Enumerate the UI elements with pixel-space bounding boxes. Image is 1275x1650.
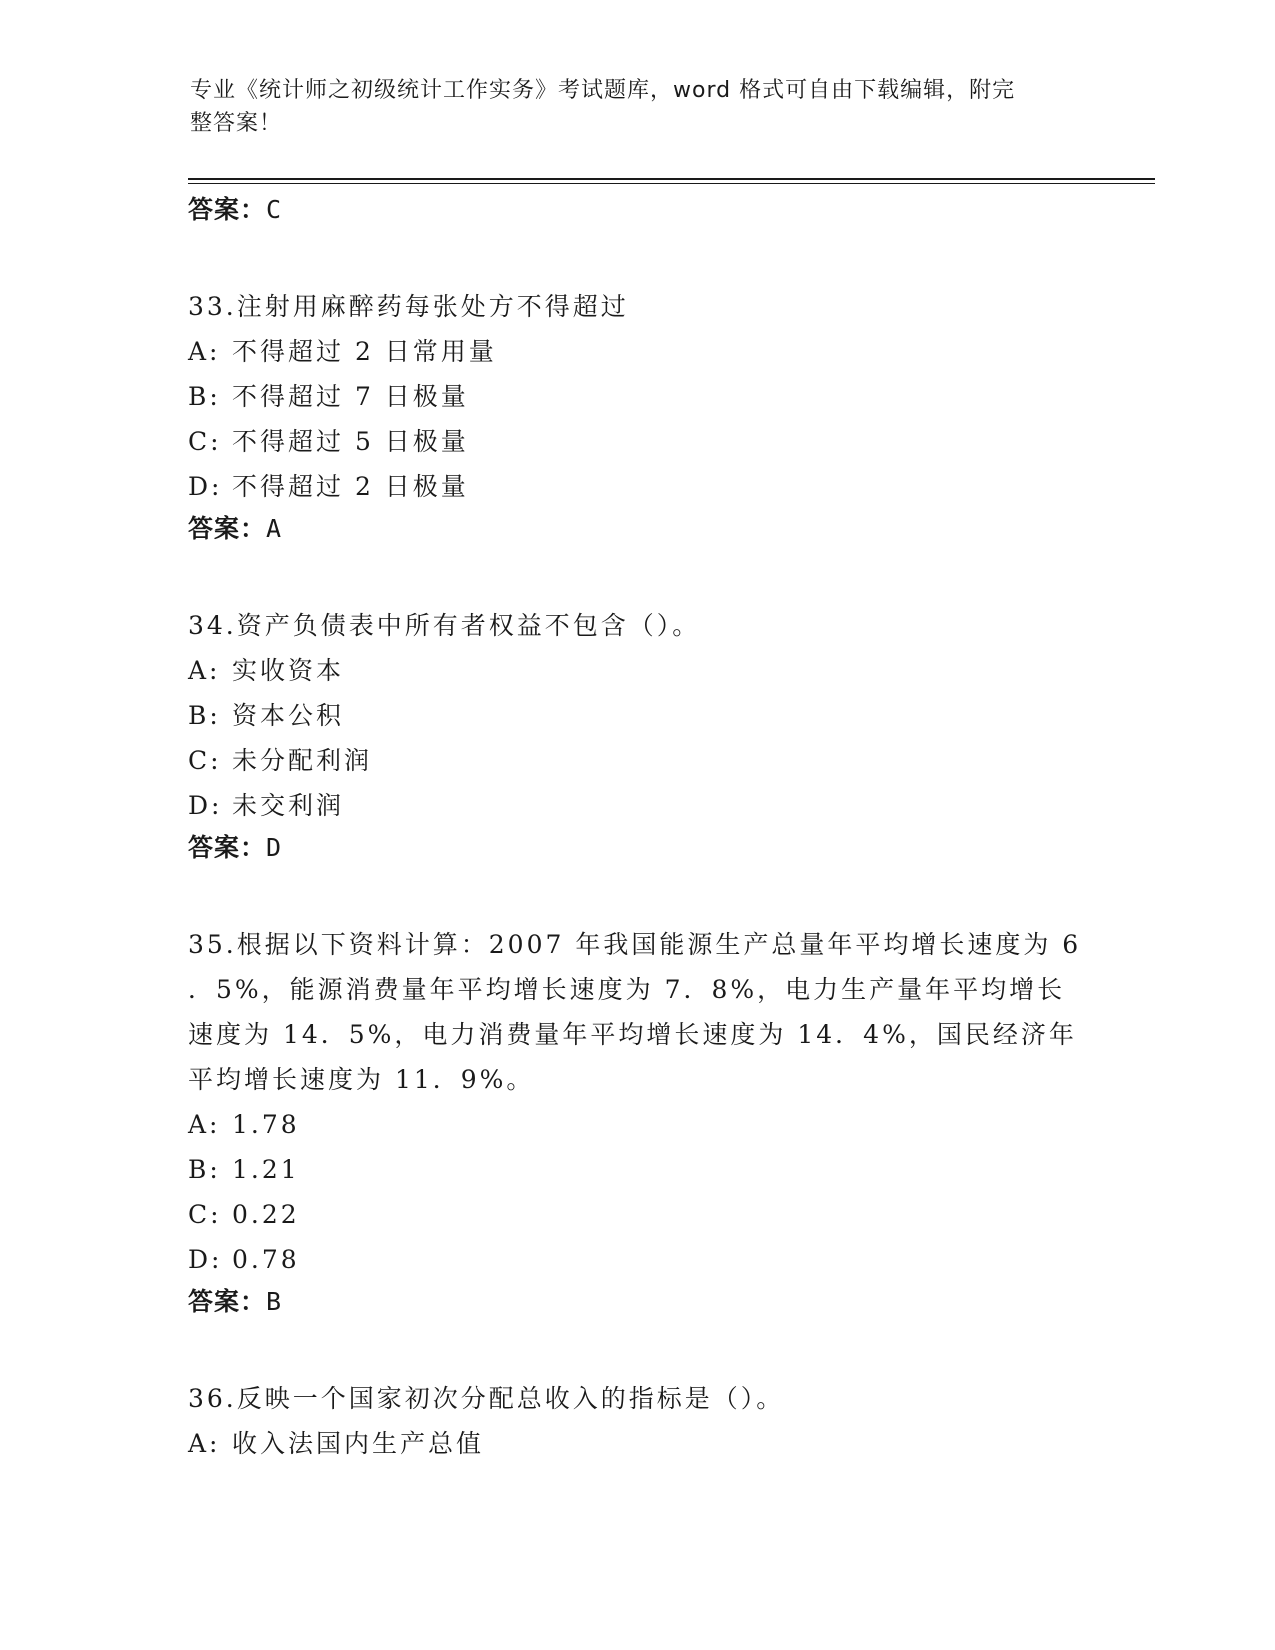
question-33: [188, 284, 1088, 547]
option-label: A:: [188, 337, 221, 366]
option-d: [188, 783, 1088, 828]
option-text: 1.78: [232, 1110, 300, 1139]
question-stem: 34.资产负债表中所有者权益不包含（）。: [188, 611, 701, 640]
option-b: [188, 1147, 1088, 1192]
question-36: [188, 1376, 1088, 1466]
option-label: B:: [188, 382, 221, 411]
option-a: [188, 1421, 1088, 1466]
question-answer: [188, 511, 1088, 547]
option-c: [188, 419, 1088, 464]
answer-value: B: [266, 1287, 283, 1316]
option-text: 不得超过 5 日极量: [232, 427, 469, 456]
question-stem: 36.反映一个国家初次分配总收入的指标是（）。: [188, 1384, 785, 1413]
option-text: 实收资本: [232, 656, 345, 685]
option-b: [188, 693, 1088, 738]
answer-value: A: [266, 514, 283, 543]
question-stem-line-3: 速度为 14．5%，电力消费量年平均增长速度为 14．4%，国民经济年: [188, 1020, 1077, 1049]
option-label: C:: [188, 1200, 222, 1229]
question-stem-line-1: 35.根据以下资料计算：2007 年我国能源生产总量年平均增长速度为 6: [188, 930, 1082, 959]
question-34: [188, 603, 1088, 866]
option-c: [188, 1192, 1088, 1237]
answer-value: D: [266, 833, 283, 862]
option-c: [188, 738, 1088, 783]
option-b: [188, 374, 1088, 419]
answer-label: 答案：: [188, 514, 267, 543]
question-stem-line-4: 平均增长速度为 11．9%。: [188, 1065, 535, 1094]
option-label: D:: [188, 1245, 223, 1274]
option-label: D:: [188, 472, 223, 501]
option-a: [188, 648, 1088, 693]
option-label: A:: [188, 1429, 221, 1458]
header-intro-line-2: 整答案！: [190, 111, 283, 136]
option-a: [188, 329, 1088, 374]
option-d: [188, 464, 1088, 509]
previous-answer: [188, 192, 1088, 228]
option-label: B:: [188, 701, 221, 730]
header-divider-thin: [188, 183, 1155, 184]
option-text: 收入法国内生产总值: [232, 1429, 485, 1458]
option-label: A:: [188, 656, 221, 685]
question-stem-line-2: ．5%，能源消费量年平均增长速度为 7．8%，电力生产量年平均增长: [188, 975, 1066, 1004]
option-text: 0.78: [232, 1245, 300, 1274]
answer-label: 答案：: [188, 833, 267, 862]
header-divider-thick: [188, 178, 1155, 180]
option-text: 不得超过 2 日常用量: [232, 337, 497, 366]
answer-label: 答案：: [188, 1287, 267, 1316]
option-text: 未交利润: [232, 791, 345, 820]
option-text: 资本公积: [232, 701, 345, 730]
document-header: [190, 74, 1090, 140]
header-intro-line-1: 专业《统计师之初级统计工作实务》考试题库，word 格式可自由下载编辑，附完: [190, 78, 1016, 103]
option-label: C:: [188, 427, 222, 456]
option-label: A:: [188, 1110, 221, 1139]
option-label: C:: [188, 746, 222, 775]
question-answer: [188, 830, 1088, 866]
option-text: 0.22: [232, 1200, 300, 1229]
option-a: [188, 1102, 1088, 1147]
question-stem: 33.注射用麻醉药每张处方不得超过: [188, 292, 629, 321]
question-answer: [188, 1284, 1088, 1320]
question-35: [188, 922, 1088, 1320]
question-list: [188, 192, 1088, 1466]
option-text: 不得超过 2 日极量: [232, 472, 469, 501]
answer-value: C: [266, 195, 283, 224]
option-text: 未分配利润: [232, 746, 373, 775]
answer-label: 答案：: [188, 195, 267, 224]
option-text: 1.21: [232, 1155, 300, 1184]
option-label: D:: [188, 791, 223, 820]
option-label: B:: [188, 1155, 221, 1184]
option-text: 不得超过 7 日极量: [232, 382, 469, 411]
option-d: [188, 1237, 1088, 1282]
